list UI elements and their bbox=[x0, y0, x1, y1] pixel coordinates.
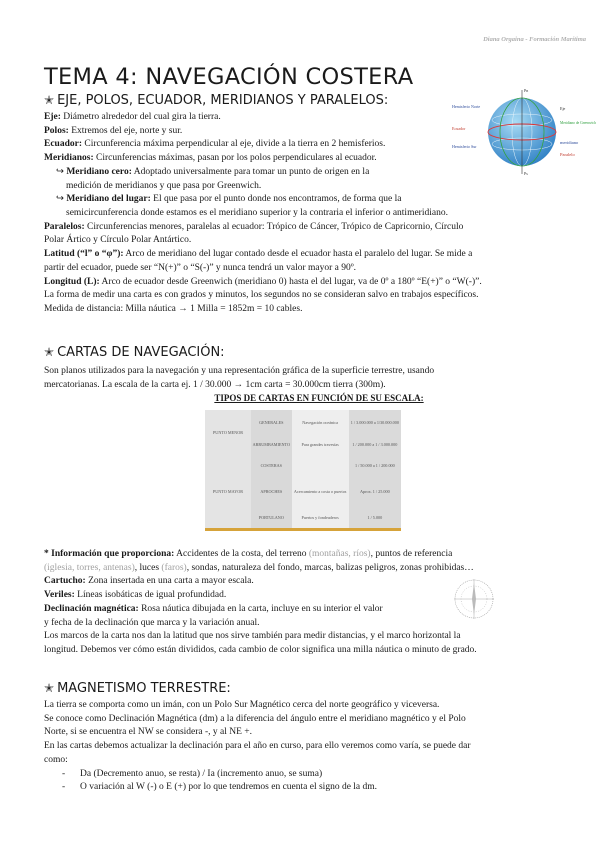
section-heading-magnetismo: ✭ MAGNETISMO TERRESTRE: bbox=[44, 681, 231, 696]
globe-label-greenwich: Meridiano de Greenwich bbox=[560, 121, 596, 125]
author-header: Diana Orgaina - Formación Marítima bbox=[483, 36, 586, 43]
star-icon: ✭ bbox=[44, 681, 55, 695]
globe-label-paralelo: Paralelo bbox=[560, 152, 575, 157]
section-cartas-intro: Son planos utilizados para la navegación y una representación gráfica de la superficie terrestre, usando mercatorianas. La escala de la carta ej. 1 / 30.000 → 1cm carta = 30.000cm tierra (300m). TIPOS DE CARTAS EN FUNCIÓN DE SU ESCALA: bbox=[44, 365, 564, 406]
section-heading-cartas: ✭ CARTAS DE NAVEGACIÓN: bbox=[44, 345, 225, 360]
star-icon: ✭ bbox=[44, 93, 55, 107]
globe-diagram bbox=[452, 84, 596, 176]
section-eje-body: Eje: Diámetro alrededor del cual gira la tierra. Polos: Extremos del eje, norte y sur. Ecuador: Circunferencia máxima perpendicular al eje, divide a la tierra en 2 hemisferios. Meridianos: Circunferencias máximas, pasan por los polos perpendiculares al ecuador. ↪ Meridiano cero: Adoptado universalmente para tomar un punto de origen en la medición de meridianos y que pasa por Greenwich. ↪ Meridiano del lugar: El que pasa por el punto donde nos encontramos, de forma que la bbox=[44, 112, 402, 205]
table-title: TIPOS DE CARTAS EN FUNCIÓN DE SU ESCALA: bbox=[214, 393, 424, 404]
table-group: PUNTO MENOR bbox=[205, 410, 251, 454]
compass-rose-icon bbox=[452, 577, 496, 621]
list-item: - O variación al W (-) o E (+) por lo que tendremos en cuenta el signo de la dm. bbox=[44, 781, 574, 795]
globe-label-eje: Eje bbox=[560, 106, 566, 111]
globe-label-meridiano: meridiano bbox=[560, 140, 579, 145]
table-group: PUNTO MAYOR bbox=[205, 454, 251, 528]
section-magnetismo bbox=[44, 682, 564, 696]
globe-label-ps: Ps bbox=[524, 171, 528, 176]
list-item: - Da (Decremento anuo, se resta) / Ia (incremento anuo, se suma) bbox=[44, 768, 574, 782]
globe-label-pn: Pn bbox=[524, 88, 529, 93]
globe-label-hn: Hemisferio Norte bbox=[452, 104, 481, 109]
section-magnetismo-body: La tierra se comporta como un imán, con un Polo Sur Magnético cerca del norte geográfico y viceversa. Se conoce como Declinación Magnética (dm) a la diferencia del ángulo entre el meridiano magnético y el Polo Norte, si se encuentra el NW se considera -, y al NE +. En las cartas debemos actualizar la declinación para el año en curso, para ello veremos como varía, se puede dar como: - Da (Decremento anuo, se resta) / Ia (incremento anuo, se suma) - O variación al W (-) o E (+) por lo que tendremos en cuenta el signo de la dm. bbox=[44, 699, 574, 795]
globe-label-ecuador: Ecuador bbox=[452, 126, 466, 131]
section-heading-eje: ✭ EJE, POLOS, ECUADOR, MERIDIANOS Y PARALELOS: bbox=[44, 93, 389, 108]
page-title: TEMA 4: NAVEGACIÓN COSTERA bbox=[44, 64, 414, 90]
star-icon: ✭ bbox=[44, 345, 55, 359]
section-cartas bbox=[44, 346, 564, 360]
scale-table: PUNTO MENOR GENERALES Navegación oceánica 1 / 3.000.000 a 1/30.000.000 ARRUMBAMIENTO Para grandes travesías 1 / 200.000 a 1 / 3.000.000 PUNTO MAYOR COSTERAS 1 / 50.000 a 1 / 200.000 APROCHES Acercamiento a costa o puertos Aprox. 1 / 25.000 PORTULANO Puertos y fondeaderos 1 / 5.000 bbox=[205, 410, 401, 528]
table-bottom-bar bbox=[205, 528, 401, 531]
arrow-icon: ↪ bbox=[56, 194, 64, 205]
arrow-icon: ↪ bbox=[56, 166, 64, 177]
section-eje-body-2: semicircunferencia donde estamos es el meridiano superior y la contraria el inferior o antimeridiano. Paralelos: Circunferencias menores, paralelas al ecuador: Trópico de Cáncer, Trópico de Capricornio, Círculo Polar Ártico y Círculo Polar Antártico. Latitud (“l” o “φ”): Arco de meridiano del lugar contado desde el ecuador hasta el paralelo del lugar. Se mide a partir del ecuador, puede ser “N(+)” o “S(-)” y nunca tendrá un valor mayor a 90º. Longitud (L): Arco de ecuador desde Greenwich (meridiano 0) hasta el del lugar, va de 0º a 180º “E(+)” o “W(-)”. La forma de medir una carta es con grados y minutos, los segundos no se consideran salvo en trabajos específicos. Medida de distancia: Milla náutica → 1 Milla = 1852m = 10 cables. bbox=[44, 208, 482, 314]
section-cartas-body: * Información que proporciona: Accidentes de la costa, del terreno (montañas, ríos), puntos de referencia (iglesia, torres, antenas), luces (faros), sondas, naturaleza del fondo, marcas, balizas peligros, zonas prohibidas… Cartucho: Zona insertada en una carta a mayor escala. Veriles: Líneas isobáticas de igual profundidad. Declinación magnética: Rosa náutica dibujada en la carta, incluye en su interior el valor y fecha de la declinación que marca y la variación anual. Los marcos de la carta nos dan la latitud que nos sirve también para medir distancias, y el marco horizontal la longitud. Debemos ver cómo están divididos, cada cambio de color significa una milla náutica o minuto de grado. bbox=[44, 549, 477, 655]
declination-list bbox=[44, 768, 574, 795]
globe-label-hs: Hemisferio Sur bbox=[452, 144, 477, 149]
